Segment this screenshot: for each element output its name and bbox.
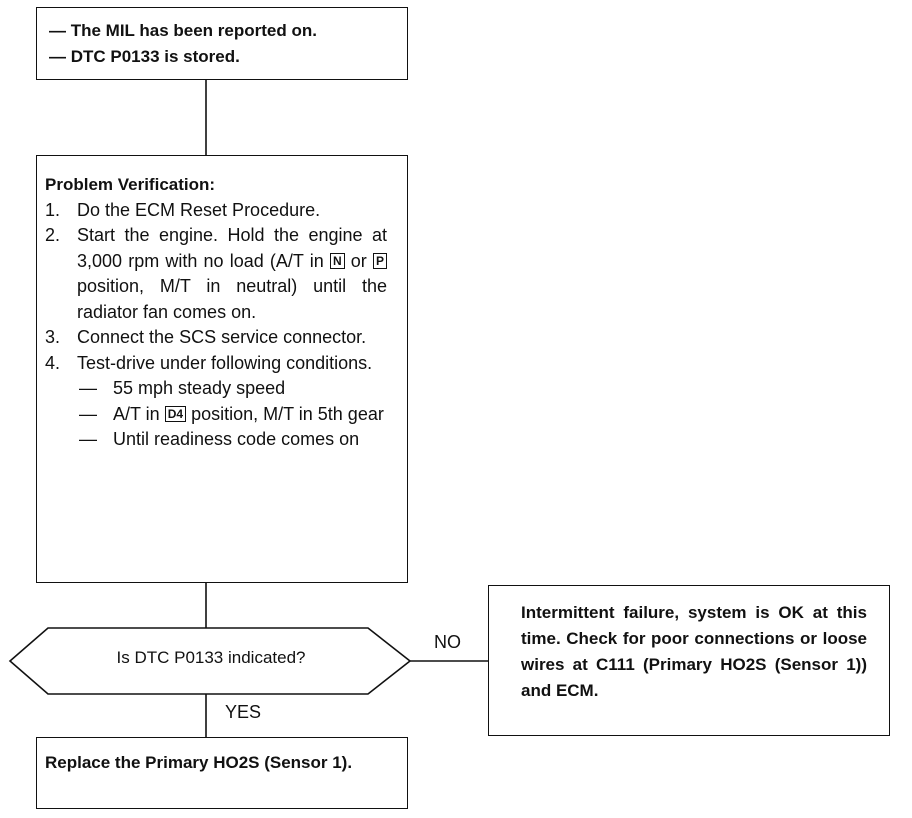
replace-sensor-box — [36, 737, 408, 809]
step-text: Connect the SCS service connector. — [77, 327, 367, 347]
test-condition-1 — [79, 376, 387, 402]
condition-text-part: A/T in — [113, 403, 160, 424]
condition-text-part: position, M/T in 5th gear — [191, 403, 384, 424]
verification-step-3 — [45, 325, 387, 351]
condition-text: 55 mph steady speed — [113, 378, 286, 398]
condition-text: Until readiness code comes on — [113, 429, 360, 449]
branch-label-yes: YES — [225, 702, 262, 722]
condition-dash: — — [79, 429, 97, 449]
shift-key-n: N — [330, 253, 345, 269]
step-text-part: or — [350, 250, 367, 271]
start-condition-box — [36, 7, 408, 80]
intermittent-failure-box — [488, 585, 890, 736]
step-text — [77, 223, 387, 325]
condition-dash: — — [79, 378, 97, 398]
step-text: Test-drive under following conditions. — [77, 352, 373, 373]
step-text-part: position, M/T in neutral) until the radiator fan comes on. — [77, 276, 387, 322]
verification-title: Problem Verification: — [45, 175, 216, 194]
step-number: 1. — [45, 199, 61, 220]
step-number: 2. — [45, 225, 61, 245]
intermittent-text: Intermittent failure, system is OK at this time. Check for poor connections or loose wires at C111 (Primary HO2S (Sensor 1)) and ECM. — [521, 603, 867, 700]
start-line-mil: — The MIL has been reported on. — [49, 21, 317, 40]
verification-step-4 — [45, 351, 387, 377]
condition-dash: — — [79, 403, 97, 424]
step-number: 4. — [45, 352, 61, 373]
verification-step-1 — [45, 198, 387, 224]
step-text: Do the ECM Reset Procedure. — [77, 199, 321, 220]
test-condition-2 — [79, 402, 387, 428]
shift-key-d4: D4 — [165, 406, 186, 422]
condition-text — [113, 402, 387, 428]
step-number: 3. — [45, 327, 61, 347]
branch-label-no: NO — [434, 632, 461, 652]
step-text-part: Start the engine. Hold the engine at 3,000 rpm with no load (A/T in — [77, 225, 387, 271]
test-condition-3 — [79, 427, 387, 453]
shift-key-p: P — [373, 253, 387, 269]
replace-text: Replace the Primary HO2S (Sensor 1). — [45, 753, 353, 772]
problem-verification-box — [36, 155, 408, 583]
verification-step-2 — [45, 223, 387, 325]
start-line-dtc: — DTC P0133 is stored. — [49, 47, 240, 66]
decision-question: Is DTC P0133 indicated? — [116, 648, 306, 667]
